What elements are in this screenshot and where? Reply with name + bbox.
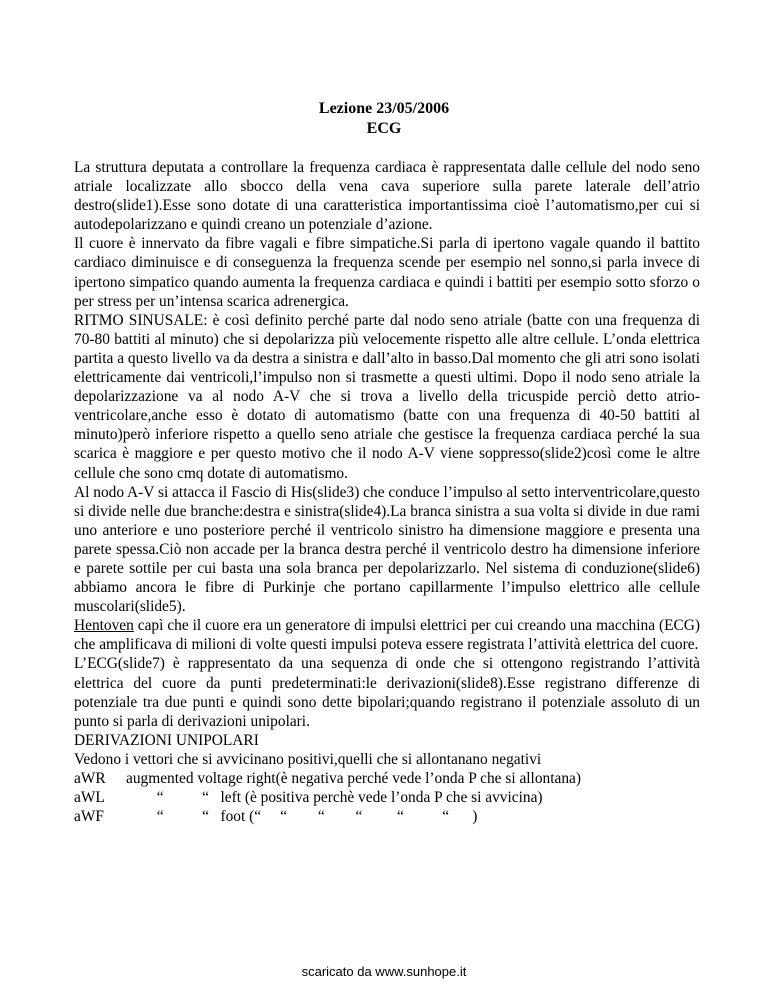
- unipolar-heading: DERIVAZIONI UNIPOLARI: [74, 731, 259, 749]
- lead-description: “ “ foot (“ “ “ “ “ “ ): [126, 808, 478, 826]
- lead-row: [74, 788, 700, 807]
- lead-row: [74, 807, 700, 826]
- paragraph-5: [74, 616, 700, 654]
- paragraph-7: Vedono i vettori che si avvicinano positivi,quelli che si allontanano negativi: [74, 750, 542, 768]
- paragraph-2: Il cuore è innervato da fibre vagali e fibre simpatiche.Si parla di ipertono vagale quando il battito cardiaco diminuisce e di conseguenza la frequenza scende per esempio nel sonno,si parla invece di ipertono simpatico quando aumenta la frequenza cardiaca e quindi i battiti per esempio sotto sforzo o per stress per un’intensa scarica adrenergica.: [74, 235, 700, 310]
- paragraph-4: Al nodo A-V si attacca il Fascio di His(slide3) che conduce l’impulso al setto interventricolare,questo si divide nelle due branche:destra e sinistra(slide4).La branca sinistra a sua volta si divide in due rami uno anteriore e uno posteriore perché il ventricolo sinistro ha dimensione maggiore e presenta una parete spessa.Ciò non accade per la branca destra perché il ventricolo destro ha dimensione inferiore e parete sottile per cui basta una sola branca per depolarizzarlo. Nel sistema di conduzione(slide6) abbiamo ancora le fibre di Purkinje che portano capillarmente l’impulso elettrico alle cellule muscolari(slide5).: [74, 483, 700, 616]
- paragraph-1: La struttura deputata a controllare la frequenza cardiaca è rappresentata dalle cellule del nodo seno atriale localizzate allo sbocco della vena cava superiore sulla parete laterale dell’atrio destro(slide1).Esse sono dotate di una caratteristica importantissima cioè l’automatismo,per cui si autodepolarizzano e quindi creano un potenziale d’azione.: [74, 159, 700, 234]
- lead-description: “ “ left (è positiva perchè vede l’onda P che si avvicina): [126, 789, 543, 807]
- hentoven-name: Hentoven: [74, 617, 134, 635]
- lesson-title: Lezione 23/05/2006: [318, 100, 450, 117]
- lead-code: aWL: [74, 789, 105, 807]
- paragraph-5-text: capì che il cuore era un generatore di impulsi elettrici per cui creando una macchina (ECG) che amplificava di milioni di volte questi impulsi poteva essere registrata l’attività elettrica del cuore.: [74, 617, 700, 654]
- lead-row: [74, 769, 700, 788]
- lead-code: aWF: [74, 808, 104, 826]
- paragraph-6: L’ECG(slide7) è rappresentato da una sequenza di onde che si ottengono registrando l’attività elettrica del cuore da punti predeterminati:le derivazioni(slide8).Esse registrano differenze di potenziale tra due punti e quindi sono dette bipolari;quando registrano il potenziale assoluto di un punto si parla di derivazioni unipolari.: [74, 655, 700, 730]
- footer-source: scaricato da www.sunhope.it: [301, 964, 467, 979]
- lead-code: aWR: [74, 770, 106, 787]
- paragraph-3: RITMO SINUSALE: è così definito perché parte dal nodo seno atriale (batte con una frequenza di 70-80 battiti al minuto) che si depolarizza più velocemente rispetto alle altre cellule. L’onda elettrica partita a questo livello va da destra a sinistra e dall’alto in basso.Dal momento che gli atri sono isolati elettricamente dai ventricoli,l’impulso non si trasmette a questi ultimi. Dopo il nodo seno atriale la depolarizzazione va al nodo A-V che si trova a livello della tricuspide perciò detto atrio-ventricolare,anche esso è dotato di automatismo (batte con una frequenza di 40-50 battiti al minuto)però inferiore rispetto a quello seno atriale che gestisce la frequenza cardiaca perché la sua scarica è maggiore e per questo motivo che il nodo A-V viene soppresso(slide2)così come le altre cellule che sono cmq dotate di automatismo.: [74, 311, 700, 482]
- lesson-subtitle: ECG: [366, 120, 402, 137]
- document-body: [74, 158, 700, 826]
- lead-description: augmented voltage right(è negativa perché vede l’onda P che si allontana): [126, 770, 581, 787]
